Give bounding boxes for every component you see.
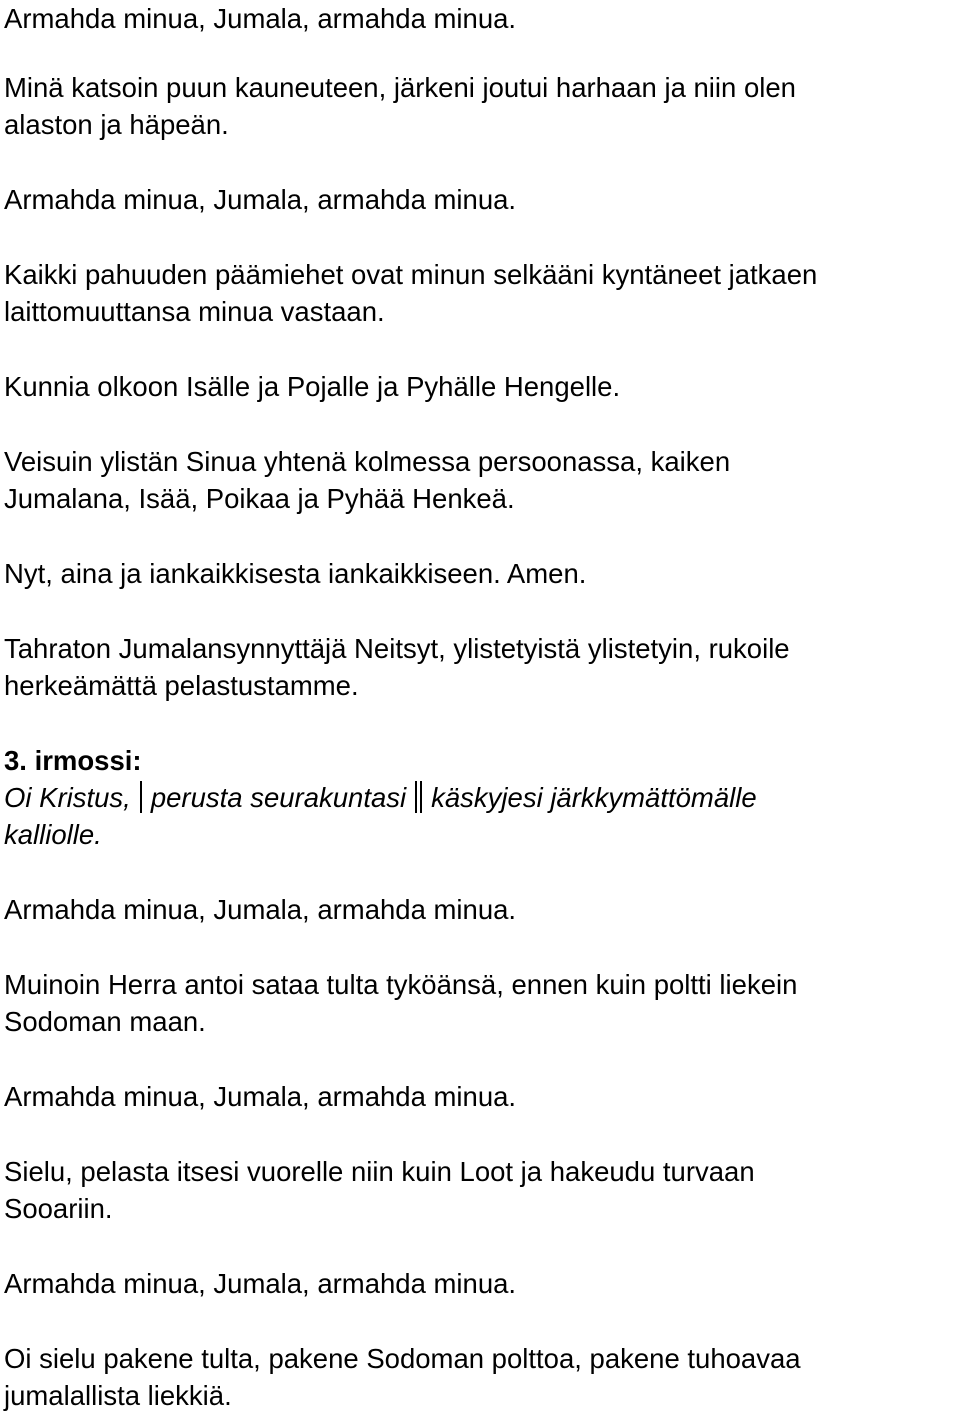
refrain-line: Armahda minua, Jumala, armahda minua. [4, 184, 517, 215]
irmos-line [4, 779, 757, 816]
doxology-line: Nyt, aina ja iankaikkisesta iankaikkiseen. Amen. [4, 558, 587, 589]
irmos-part: Oi Kristus, [4, 782, 131, 813]
verse-line: Muinoin Herra antoi sataa tulta tyköänsä, ennen kuin poltti liekein [4, 969, 798, 1000]
verse-line: Sodoman maan. [4, 1006, 206, 1037]
irmos-part: perusta seurakuntasi [150, 782, 407, 813]
double-bar-separator [415, 781, 422, 813]
single-bar-separator [140, 781, 142, 813]
verse-line: alaston ja häpeän. [4, 109, 229, 140]
doxology-line: Kunnia olkoon Isälle ja Pojalle ja Pyhälle Hengelle. [4, 371, 621, 402]
refrain-line: Armahda minua, Jumala, armahda minua. [4, 3, 517, 34]
verse-line: Sielu, pelasta itsesi vuorelle niin kuin Loot ja hakeudu turvaan [4, 1156, 755, 1187]
irmos-line: kalliolle. [4, 819, 102, 850]
verse-line: Kaikki pahuuden päämiehet ovat minun selkääni kyntäneet jatkaen [4, 259, 818, 290]
theotokion-line: herkeämättä pelastustamme. [4, 670, 359, 701]
verse-line: Jumalana, Isää, Poikaa ja Pyhää Henkeä. [4, 483, 515, 514]
verse-line: Veisuin ylistän Sinua yhtenä kolmessa persoonassa, kaiken [4, 446, 731, 477]
theotokion-line: Tahraton Jumalansynnyttäjä Neitsyt, ylistetyistä ylistetyin, rukoile [4, 633, 790, 664]
verse-line: Minä katsoin puun kauneuteen, järkeni joutui harhaan ja niin olen [4, 72, 796, 103]
verse-line: jumalallista liekkiä. [4, 1380, 232, 1411]
irmos-heading: 3. irmossi: [4, 745, 142, 776]
verse-line: Sooariin. [4, 1193, 113, 1224]
refrain-line: Armahda minua, Jumala, armahda minua. [4, 1268, 517, 1299]
verse-line: Oi sielu pakene tulta, pakene Sodoman polttoa, pakene tuhoavaa [4, 1343, 801, 1374]
irmos-part: käskyjesi järkkymättömälle [431, 782, 757, 813]
refrain-line: Armahda minua, Jumala, armahda minua. [4, 894, 517, 925]
refrain-line: Armahda minua, Jumala, armahda minua. [4, 1081, 517, 1112]
verse-line: laittomuuttansa minua vastaan. [4, 296, 385, 327]
